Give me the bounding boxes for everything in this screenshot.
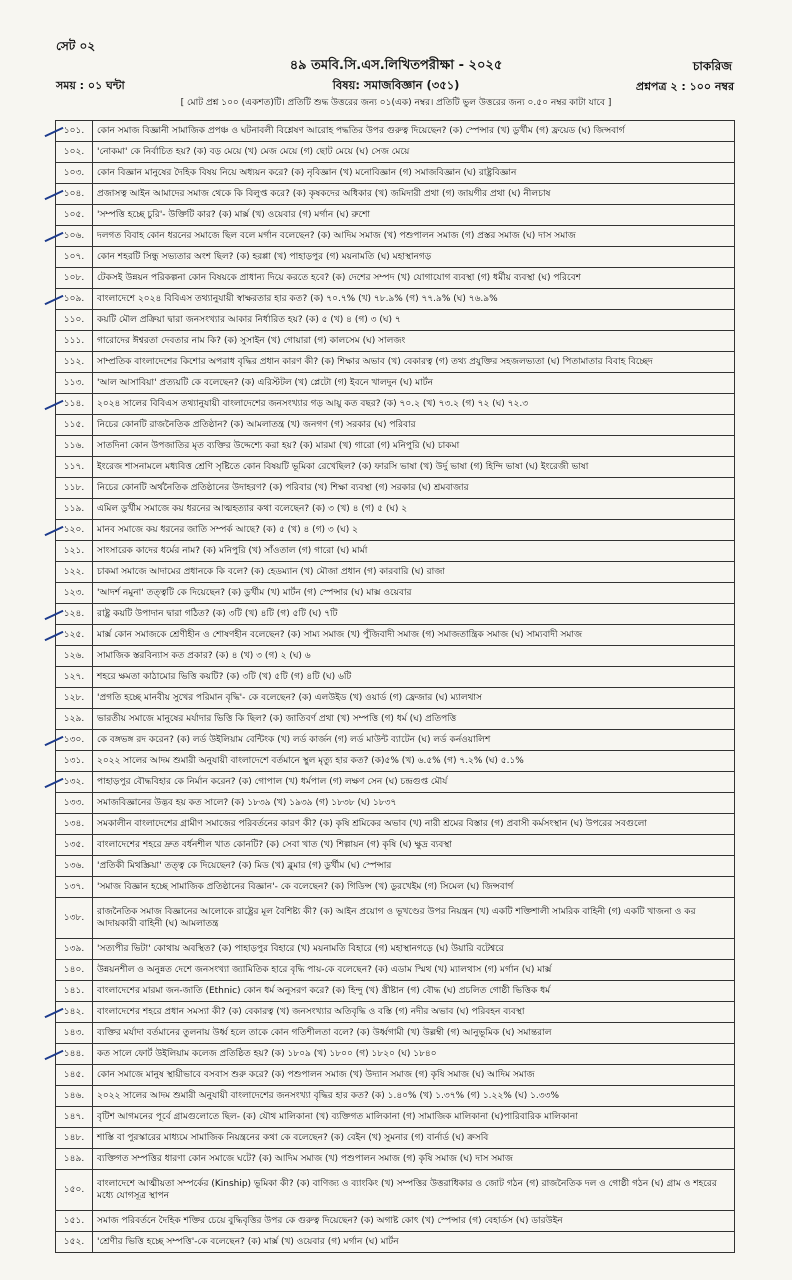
question-row: [56, 1232, 735, 1253]
question-text: সাতদিনা কোন উপজাতির মৃত ব্যক্তির উদ্দেশ্যে করা হয়? (ক) মারমা (খ) গারো (গ) মনিপুরি (ঘ) চাকমা: [93, 436, 735, 457]
question-number: ১৩৯.: [56, 939, 93, 960]
question-number: ১৪৮.: [56, 1128, 93, 1149]
question-text: বাংলাদেশের মারমা জন-জাতি (Ethnic) কোন ধর্ম অনুসরণ করে? (ক) হিন্দু (খ) খ্রীষ্টান (গ) বৌদ্ধ (ঘ) প্রচলিত গোষ্ঠী ভিত্তিক ধর্ম: [93, 981, 735, 1002]
question-row: [56, 1211, 735, 1232]
question-text: সাম্প্রতিক বাংলাদেশের কিশোর অপরাধ বৃদ্ধির প্রধান কারণ কী? (ক) শিক্ষার অভাব (খ) বেকারত্ব (গ) তথ্য প্রযুক্তির সহজলভ্যতা (ঘ) পিতামাতার বিবাহ বিচ্ছেদ: [93, 352, 735, 373]
question-row: [56, 730, 735, 751]
question-row: [56, 373, 735, 394]
question-row: [56, 268, 735, 289]
question-row: [56, 1002, 735, 1023]
question-number: ১৪৭.: [56, 1107, 93, 1128]
question-number: ১০১.: [56, 121, 93, 142]
question-number: ১৫১.: [56, 1211, 93, 1232]
question-number: ১৩৩.: [56, 793, 93, 814]
question-number: ১৩০.: [56, 730, 93, 751]
question-text: কয়টি মৌল প্রক্রিয়া দ্বারা জনসংখ্যার আকার নির্ধারিত হয়? (ক) ৫ (খ) ৪ (গ) ৩ (ঘ) ৭: [93, 310, 735, 331]
question-row: [56, 541, 735, 562]
set-label: সেট ০২: [56, 39, 96, 53]
question-text: 'নোকমা' কে নির্বাচিত হয়? (ক) বড় মেয়ে (খ) মেজ মেয়ে (গ) ছোট মেয়ে (ঘ) সেজ মেয়ে: [93, 142, 735, 163]
question-row: [56, 247, 735, 268]
question-row: [56, 688, 735, 709]
question-row: [56, 1023, 735, 1044]
question-number: ১১৫.: [56, 415, 93, 436]
question-row: [56, 205, 735, 226]
instructions: [ মোট প্রশ্ন ১০০ (একশত)টি। প্রতিটি শুদ্ধ উত্তরের জন্য ০১(এক) নম্বর। প্রতিটি ভুল উত্তরের জন্য ০.৫০ নম্বর কাটা যাবে ]: [180, 98, 612, 108]
paper-marks: প্রশ্নপত্র ২ : ১০০ নম্বর: [635, 80, 734, 93]
question-row: [56, 121, 735, 142]
institute-name: চাকরিজ: [692, 59, 732, 73]
question-row: [56, 142, 735, 163]
question-number: ১৩৪.: [56, 814, 93, 835]
question-text: সামাজিক স্তরবিন্যাস কত প্রকার? (ক) ৪ (খ) ৩ (গ) ২ (ঘ) ৬: [93, 646, 735, 667]
question-row: [56, 436, 735, 457]
question-number: ১৪৪.: [56, 1044, 93, 1065]
question-number: ১২৪.: [56, 604, 93, 625]
question-number: ১০৫.: [56, 205, 93, 226]
question-text: নিচের কোনটি অর্থনৈতিক প্রতিষ্ঠানের উদাহরণ? (ক) পরিবার (খ) শিক্ষা ব্যবস্থা (গ) সরকার (ঘ) শ্রমবাজার: [93, 478, 735, 499]
question-text: সাংসারেক কাদের ধর্মের নাম? (ক) মনিপুরি (খ) সাঁওতাল (গ) গারো (ঘ) মার্মা: [93, 541, 735, 562]
question-text: রাজনৈতিক সমাজ বিজ্ঞানের আলোকে রাষ্ট্রের মূল বৈশিষ্ট্য কী? (ক) আইন প্রয়োগ ও ভূখণ্ডের উপর নিয়ন্ত্রন (খ) একটি শক্তিশালী সামরিক বাহিনী (গ) একটি খাজনা ও কর আদায়কারী বাহিনী (ঘ) আমলাতন্ত্র: [93, 898, 735, 939]
question-number: ১০৩.: [56, 163, 93, 184]
question-number: ১৩৬.: [56, 856, 93, 877]
question-text: শাস্তি বা পুরস্কারের মাধ্যমে সামাজিক নিয়ন্ত্রনের কথা কে বলেছেন? (ক) বেইন (খ) সুমনার (গ) বার্নার্ড (ঘ) ক্রসবি: [93, 1128, 735, 1149]
question-row: [56, 709, 735, 730]
question-row: [56, 604, 735, 625]
question-text: শহরে ক্ষমতা কাঠামোর ভিত্তি কয়টি? (ক) ৩টি (খ) ৫টি (গ) ৪টি (ঘ) ৬টি: [93, 667, 735, 688]
question-text: কোন সমাজে মানুষ স্থায়ীভাবে বসবাস শুরু করে? (ক) পশুপালন সমাজ (খ) উদ্যান সমাজ (গ) কৃষি সমাজ (ঘ) আদিম সমাজ: [93, 1065, 735, 1086]
question-number: ১০৬.: [56, 226, 93, 247]
question-number: ১২৯.: [56, 709, 93, 730]
question-text: বাংলাদেশে ২০২৪ বিবিএস তথ্যানুযায়ী স্বাক্ষরতার হার কত? (ক) ৭০.৭% (খ) ৭৮.৯% (গ) ৭৭.৯% (ঘ) ৭৬.৯%: [93, 289, 735, 310]
question-row: [56, 1107, 735, 1128]
question-number: ১২০.: [56, 520, 93, 541]
question-text: রাষ্ট্র কয়টি উপাদান দ্বারা গঠিত? (ক) ৩টি (খ) ৪টি (গ) ৫টি (ঘ) ৭টি: [93, 604, 735, 625]
question-text: সমকালীন বাংলাদেশের গ্রামীণ সমাজের পরিবর্তনের কারণ কী? (ক) কৃষি শ্রমিকের অভাব (খ) নারী শ্রমের বিস্তার (গ) প্রবাসী কর্মসংস্থান (ঘ) উপরের সবগুলো: [93, 814, 735, 835]
question-text: সমাজবিজ্ঞানের উদ্ভব হয় কত সালে? (ক) ১৮৩৯ (খ) ১৯৩৯ (গ) ১৮৩৮ (ঘ) ১৮৩৭: [93, 793, 735, 814]
question-number: ১৪৩.: [56, 1023, 93, 1044]
question-number: ১০৯.: [56, 289, 93, 310]
question-text: সমাজ পরিবর্তনে দৈহিক শক্তির চেয়ে বুদ্ধিবৃত্তির উপর কে গুরুত্ব দিয়েছেন? (ক) অগাষ্ট কোৎ (খ) স্পেন্সার (গ) বেহার্ডস (ঘ) ডারউইন: [93, 1211, 735, 1232]
question-number: ১০৮.: [56, 268, 93, 289]
question-number: ১৪৯.: [56, 1149, 93, 1170]
question-row: [56, 1170, 735, 1211]
question-text: 'শ্রেণীর ভিত্তি হচ্ছে সম্পত্তি'-কে বলেছেন? (ক) মার্ক্স (খ) ওয়েবার (গ) মর্গান (ঘ) মার্টন: [93, 1232, 735, 1253]
question-number: ১৩৫.: [56, 835, 93, 856]
question-row: [56, 583, 735, 604]
question-row: [56, 1086, 735, 1107]
question-text: ২০২২ সালের আদম শুমারী অনুযায়ী বাংলাদেশের জনসংখ্যা বৃদ্ধির হার কত? (ক) ১.৪০% (খ) ১.৩৭% (গ) ১.২২% (ঘ) ১.৩৩%: [93, 1086, 735, 1107]
question-number: ১৪৬.: [56, 1086, 93, 1107]
question-text: বাংলাদেশের শহরে প্রধান সমস্যা কী? (ক) বেকারত্ব (খ) জনসংখ্যার অতিবৃদ্ধি ও বস্তি (গ) নদীর অভাব (ঘ) পরিবহন ব্যবস্থা: [93, 1002, 735, 1023]
question-number: ১৫২.: [56, 1232, 93, 1253]
question-row: [56, 981, 735, 1002]
question-row: [56, 499, 735, 520]
question-text: ব্যক্তিগত সম্পত্তির ধারণা কোন সমাজে ঘটে? (ক) আদিম সমাজ (খ) পশুপালন সমাজ (গ) কৃষি সমাজ (ঘ) দাস সমাজ: [93, 1149, 735, 1170]
question-number: ১০২.: [56, 142, 93, 163]
question-number: ১১৭.: [56, 457, 93, 478]
question-number: ১৩৮.: [56, 898, 93, 939]
question-row: [56, 667, 735, 688]
question-number: ১১৯.: [56, 499, 93, 520]
question-row: [56, 184, 735, 205]
question-text: মানব সমাজে কয় ধরনের জাতি সম্পর্ক আছে? (ক) ৫ (খ) ৪ (গ) ৩ (ঘ) ২: [93, 520, 735, 541]
question-text: 'আদর্শ নমুনা' তত্ত্বটি কে দিয়েছেন? (ক) ডুর্খীম (খ) মার্টন (গ) স্পেন্সার (ঘ) মাক্স ওয়েবার: [93, 583, 735, 604]
question-row: [56, 457, 735, 478]
question-text: কে বঙ্গভঙ্গ রদ করেন? (ক) লর্ড উইলিয়াম বেন্টিংক (খ) লর্ড কার্জন (গ) লর্ড মাউন্ট ব্যাটেন (ঘ) লর্ড কর্নওয়ালিশ: [93, 730, 735, 751]
question-text: 'সমাজ বিজ্ঞান হচ্ছে সামাজিক প্রতিষ্ঠানের বিজ্ঞান'- কে বলেছেন? (ক) গিডিন্স (খ) ডুরখেইম (গ) সিমেল (ঘ) জিন্সবার্গ: [93, 877, 735, 898]
question-row: [56, 856, 735, 877]
question-text: বাংলাদেশে আত্মীয়তা সম্পর্কের (Kinship) ভূমিকা কী? (ক) বাণিজ্য ও ব্যাংকিং (খ) সম্পত্তির উত্তরাধিকার ও জোট গঠন (গ) রাজনৈতিক দল ও গোষ্ঠী গঠন (ঘ) গ্রাম ও শহরের মধ্যে যোগসূত্র স্থাপন: [93, 1170, 735, 1211]
question-number: ১১০.: [56, 310, 93, 331]
question-row: [56, 877, 735, 898]
question-text: 'সত্যপীর ভিটা' কোথায় অবস্থিত? (ক) পাহাড়পুর বিহারে (খ) ময়নামতি বিহারে (গ) মহাস্থানগড়ে (ঘ) উয়ারি বটেশ্বরে: [93, 939, 735, 960]
question-number: ১৩৭.: [56, 877, 93, 898]
question-row: [56, 1128, 735, 1149]
question-number: ১০৪.: [56, 184, 93, 205]
question-number: ১২১.: [56, 541, 93, 562]
question-text: বাংলাদেশের শহরে দ্রুত বর্ধনশীল খাত কোনটি? (ক) সেবা খাত (খ) শিল্পায়ন (গ) কৃষি (ঘ) ক্ষুদ্র ব্যবস্থা: [93, 835, 735, 856]
question-text: মার্ক্স কোন সমাজকে শ্রেণীহীন ও শোষণহীন বলেছেন? (ক) সাম্য সমাজ (খ) পুঁজিবাদী সমাজ (গ) সমাজতান্ত্রিক সমাজ (ঘ) সাম্যবাদী সমাজ: [93, 625, 735, 646]
question-row: [56, 751, 735, 772]
question-text: ২০২২ সালের আদম শুমারী অনুযায়ী বাংলাদেশে বর্তমানে স্থুল মৃত্যু হার কত? (ক)৫% (খ) ৬.৫% (গ) ৭.২% (ঘ) ৫.১%: [93, 751, 735, 772]
question-text: কোন বিজ্ঞান মানুষের দৈহিক বিষয় নিয়ে অধ্যয়ন করে? (ক) নৃবিজ্ঞান (খ) মনোবিজ্ঞান (গ) সমাজবিজ্ঞান (ঘ) রাষ্ট্রবিজ্ঞান: [93, 163, 735, 184]
question-text: ভারতীয় সমাজে মানুষের মর্যাদার ভিত্তি কি ছিল? (ক) জাতিবর্ণ প্রথা (খ) সম্পত্তি (গ) ধর্ম (ঘ) প্রতিপত্তি: [93, 709, 735, 730]
question-row: [56, 814, 735, 835]
question-number: ১৫০.: [56, 1170, 93, 1211]
question-row: [56, 646, 735, 667]
question-row: [56, 939, 735, 960]
question-number: ১৪৫.: [56, 1065, 93, 1086]
question-number: ১২৬.: [56, 646, 93, 667]
question-text: নিচের কোনটি রাজনৈতিক প্রতিষ্ঠান? (ক) আমলাতন্ত্র (খ) জনগণ (গ) সরকার (ঘ) পরিবার: [93, 415, 735, 436]
question-row: [56, 289, 735, 310]
question-row: [56, 835, 735, 856]
question-row: [56, 772, 735, 793]
question-number: ১৩১.: [56, 751, 93, 772]
question-text: বৃটিশ আগমনের পূর্বে গ্রামগুলোতে ছিল- (ক) যৌথ মালিকানা (খ) ব্যক্তিগত মালিকানা (গ) সামাজিক মালিকানা (ঘ)পারিবারিক মালিকানা: [93, 1107, 735, 1128]
questions-table: [55, 120, 735, 1253]
question-text: 'আল আসাবিয়া' প্রত্যয়টি কে বলেছেন? (ক) এরিস্টটল (খ) প্লেটো (গ) ইবনে খালদুন (ঘ) মার্টন: [93, 373, 735, 394]
question-row: [56, 310, 735, 331]
question-text: কত সালে ফোর্ট উইলিয়াম কলেজ প্রতিষ্ঠিত হয়? (ক) ১৮০৯ (খ) ১৮০০ (গ) ১৮২০ (ঘ) ১৮৪০: [93, 1044, 735, 1065]
question-text: গারোদের ঈশ্বরতা দেবতার নাম কি? (ক) সুসাইন (খ) গোয়ারা (গ) কালসেম (ঘ) সালজং: [93, 331, 735, 352]
time-label: সময় : ০১ ঘন্টা: [56, 79, 125, 92]
question-number: ১২৮.: [56, 688, 93, 709]
question-number: ১৪০.: [56, 960, 93, 981]
question-number: ১৩২.: [56, 772, 93, 793]
question-number: ১১১.: [56, 331, 93, 352]
question-text: চাকমা সমাজে আদামের প্রধানকে কি বলে? (ক) হেডম্যান (খ) মৌজা প্রধান (গ) কারবারি (ঘ) রাজা: [93, 562, 735, 583]
question-number: ১২৩.: [56, 583, 93, 604]
question-number: ১২৭.: [56, 667, 93, 688]
question-number: ১১৬.: [56, 436, 93, 457]
question-number: ১১৪.: [56, 394, 93, 415]
question-text: 'সম্পত্তি হচ্ছে চুরি'- উক্তিটি কার? (ক) মার্ক্স (খ) ওয়েবার (গ) মর্গান (ঘ) রুশো: [93, 205, 735, 226]
question-number: ১২২.: [56, 562, 93, 583]
question-text: প্রজাসত্ব আইন আমাদের সমাজ থেকে কি বিলুপ্ত করে? (ক) কৃষকদের অধিকার (খ) জমিদারী প্রথা (গ) জায়গীর প্রথা (ঘ) নীলচাষ: [93, 184, 735, 205]
question-number: ১১৮.: [56, 478, 93, 499]
exam-title: ৪৯ তমবি.সি.এস.লিখিতপরীক্ষা - ২০২৫: [289, 58, 503, 73]
question-number: ১২৫.: [56, 625, 93, 646]
question-text: কোন শহরটি সিন্ধু সভ্যতার অংশ ছিল? (ক) হরপ্পা (খ) পাহাড়পুর (গ) ময়নামতি (ঘ) মহাস্থানগড়: [93, 247, 735, 268]
question-row: [56, 562, 735, 583]
question-text: এমিল ডুর্খীম সমাজে কয় ধরনের আত্মহত্যার কথা বলেছেন? (ক) ৩ (খ) ৪ (গ) ৫ (ঘ) ২: [93, 499, 735, 520]
question-row: [56, 793, 735, 814]
question-row: [56, 1044, 735, 1065]
question-row: [56, 163, 735, 184]
question-number: ১১২.: [56, 352, 93, 373]
question-number: ১১৩.: [56, 373, 93, 394]
question-text: পাহাড়পুর বৌদ্ধবিহার কে নির্মান করেন? (ক) গোপাল (খ) ধর্মপাল (গ) লক্ষণ সেন (ঘ) চন্দ্রগুপ্ত মৌর্য: [93, 772, 735, 793]
question-text: 'প্রগতি হচ্ছে মানবীয় সুখের পরিমান বৃদ্ধি'- কে বলেছেন? (ক) এলউইড (খ) ওয়ার্ড (গ) ফ্রেজার (ঘ) ম্যালথাস: [93, 688, 735, 709]
question-text: ইংরেজ শাসনামলে মধ্যবিত্ত শ্রেণি সৃষ্টিতে কোন বিষয়টি ভূমিকা রেখেছিল? (ক) ফারসি ভাষা (খ) উর্দু ভাষা (গ) হিন্দি ভাষা (ঘ) ইংরেজী ভাষা: [93, 457, 735, 478]
question-text: টেকসই উন্নয়ন পরিকল্পনা কোন বিষয়কে প্রাধান্য দিয়ে করতে হবে? (ক) দেশের সম্পদ (খ) যোগাযোগ ব্যবস্থা (গ) ধর্মীয় ব্যবস্থা (ঘ) পরিবেশ: [93, 268, 735, 289]
question-row: [56, 520, 735, 541]
question-text: কোন সমাজ বিজ্ঞানী সামাজিক প্রপঞ্চ ও ঘটনাবলী বিশ্লেষণ আরোহ পদ্ধতির উপর গুরুত্ব দিয়েছেন? (ক) স্পেন্সার (খ) ডুর্খীম (গ) ফ্রয়েড (ঘ) জিন্সবার্গ: [93, 121, 735, 142]
question-number: ১৪১.: [56, 981, 93, 1002]
question-row: [56, 898, 735, 939]
question-row: [56, 331, 735, 352]
question-row: [56, 1149, 735, 1170]
question-text: ব্যক্তির মর্যাদা বর্তমানের তুলনায় উর্ধ্ব হলে তাকে কোন গতিশীলতা বলে? (ক) উর্ধ্বগামী (খ) উল্লম্বী (গ) আনুভূমিক (ঘ) সমান্তরাল: [93, 1023, 735, 1044]
question-text: 'প্রতিকী মিথস্ক্রিয়া' তত্ত্ব কে দিয়েছেন? (ক) মিড (খ) ব্লুমার (গ) ডুর্খীম (ঘ) স্পেন্সার: [93, 856, 735, 877]
question-row: [56, 625, 735, 646]
subject-label: বিষয়: সমাজবিজ্ঞান (৩৫১): [332, 78, 460, 92]
question-number: ১০৭.: [56, 247, 93, 268]
question-row: [56, 226, 735, 247]
question-text: উন্নয়নশীল ও অনুন্নত দেশে জনসংখ্যা জ্যামিতিক হারে বৃদ্ধি পায়-কে বলেছেন? (ক) এডাম স্মিথ (খ) ম্যালথাস (গ) মর্গান (ঘ) মার্ক্স: [93, 960, 735, 981]
question-text: দলগত বিবাহ কোন ধরনের সমাজে ছিল বলে মর্গান বলেছেন? (ক) আদিম সমাজ (খ) পশুপালন সমাজ (গ) প্রস্তর সমাজ (ঘ) দাস সমাজ: [93, 226, 735, 247]
question-row: [56, 478, 735, 499]
question-row: [56, 415, 735, 436]
question-row: [56, 394, 735, 415]
question-row: [56, 1065, 735, 1086]
question-text: ২০২৪ সালের বিবিএস তথ্যানুযায়ী বাংলাদেশের জনসংখ্যার গড় আয়ু কত বছর? (ক) ৭০.২ (খ) ৭৩.২ (গ) ৭২ (ঘ) ৭২.৩: [93, 394, 735, 415]
question-row: [56, 352, 735, 373]
question-row: [56, 960, 735, 981]
question-number: ১৪২.: [56, 1002, 93, 1023]
